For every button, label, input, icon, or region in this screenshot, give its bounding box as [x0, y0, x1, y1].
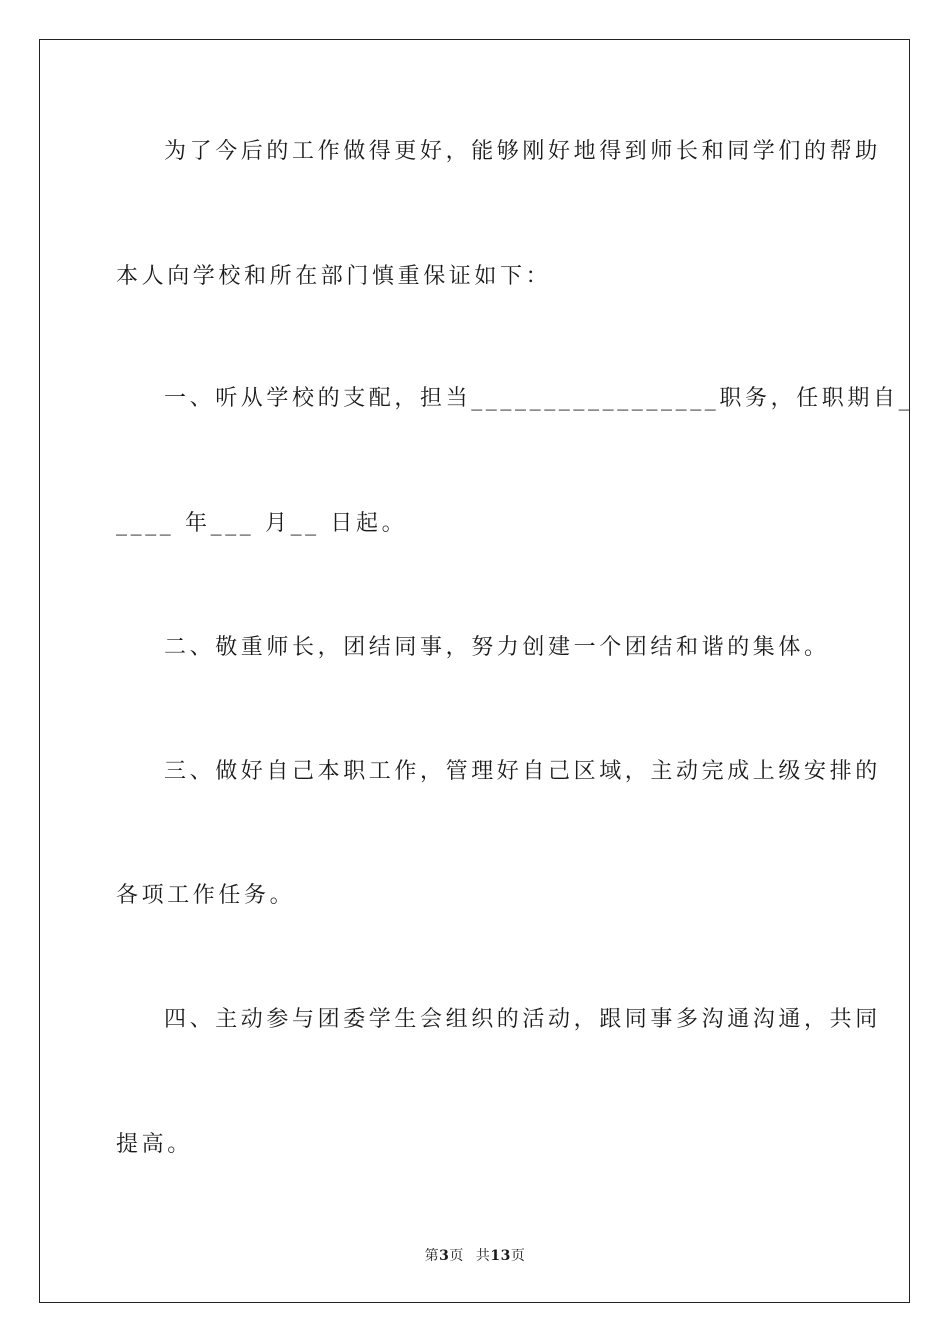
- paragraph-1-line-1: 为了今后的工作做得更好，能够刚好地得到师长和同学们的帮助: [164, 139, 881, 164]
- total-pages: 13: [490, 1248, 511, 1264]
- total-suffix: 页: [510, 1248, 526, 1264]
- total-prefix: 共: [475, 1248, 491, 1264]
- paragraph-3-line-1: 二、敬重师长，团结同事，努力创建一个团结和谐的集体。: [164, 635, 830, 660]
- paragraph-5-line-2: 提高。: [116, 1132, 193, 1157]
- page-suffix: 页: [449, 1248, 464, 1264]
- paragraph-5-line-1: 四、主动参与团委学生会组织的活动，跟同事多沟通沟通，共同: [164, 1007, 881, 1032]
- page-number: 3: [439, 1248, 450, 1264]
- page-footer: [0, 1247, 950, 1265]
- paragraph-4-line-1: 三、做好自己本职工作，管理好自己区域，主动完成上级安排的: [164, 759, 881, 784]
- paragraph-2-line-1: 一、听从学校的支配，担当_________________职务，任职期自_: [164, 386, 914, 411]
- paragraph-1-line-2: 本人向学校和所在部门慎重保证如下：: [116, 264, 552, 289]
- page-prefix: 第: [424, 1248, 440, 1264]
- paragraph-2-line-2: ____ 年___ 月__ 日起。: [116, 511, 408, 536]
- paragraph-4-line-2: 各项工作任务。: [116, 883, 296, 908]
- page-frame: [39, 39, 910, 1303]
